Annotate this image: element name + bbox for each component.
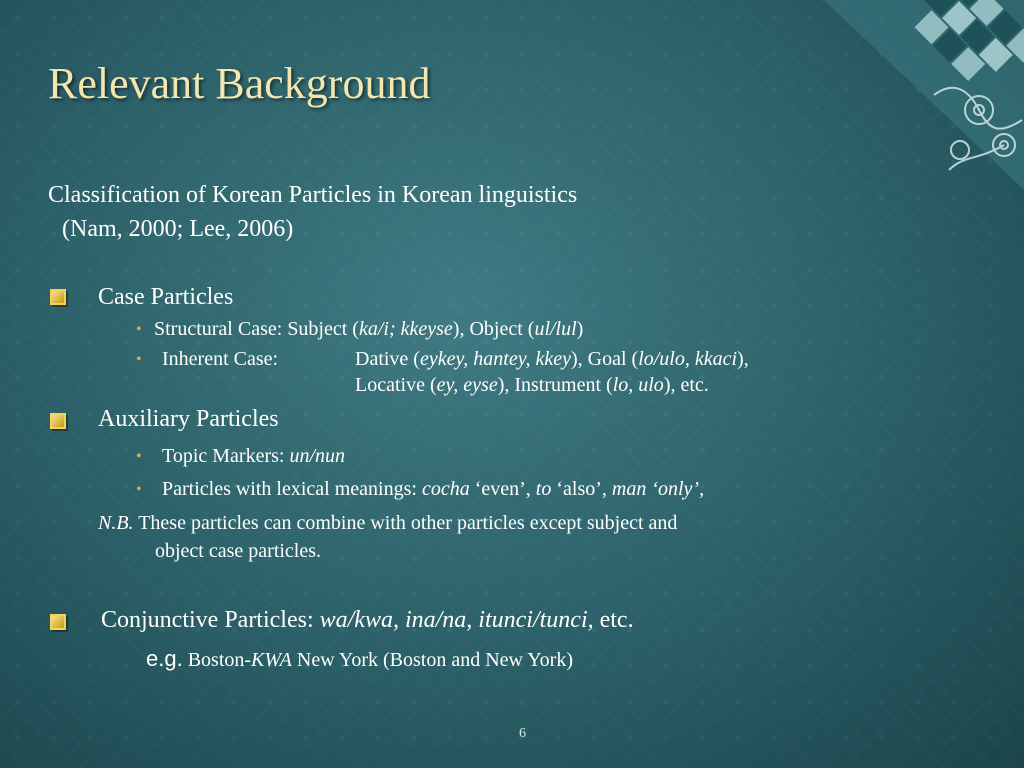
slide-title: Relevant Background — [48, 59, 431, 108]
conjunctive-particles: wa/kwa, ina/na, itunci/tunci, — [319, 607, 594, 633]
structural-case-label: Structural Case: — [154, 318, 283, 340]
nb-text: These particles can combine with other particles except subject and — [133, 512, 678, 534]
lex-to: to — [535, 478, 552, 500]
structural-close: ) — [576, 318, 584, 340]
example-line — [146, 646, 573, 672]
example-rest: New York (Boston and New York) — [291, 649, 573, 671]
bullet-dot-icon: • — [136, 321, 142, 338]
dative-particles: eykey, hantey, kkey — [419, 348, 571, 370]
intro-line-2: (Nam, 2000; Lee, 2006) — [62, 216, 294, 242]
nb-label: N.B. — [98, 512, 134, 534]
subject-particles: ka/i; kkeyse — [358, 318, 453, 340]
lexical-prefix: Particles with lexical meanings: — [162, 478, 422, 500]
inherent-etc: ), etc. — [663, 374, 709, 396]
example-boston: Boston- — [182, 649, 252, 671]
instrument-prefix: ), Instrument ( — [497, 374, 613, 396]
lexical-particles-line — [162, 478, 704, 501]
lex-man-only: man ‘only’ — [611, 478, 700, 500]
example-kwa: KWA — [251, 649, 292, 671]
page-number: 6 — [519, 726, 526, 741]
conjunctive-heading: Conjunctive Particles: — [101, 607, 320, 633]
inherent-case-line-2 — [355, 374, 709, 397]
inherent-case-line-1 — [355, 348, 749, 371]
nb-note-line-1 — [98, 512, 677, 535]
goal-suffix: ), — [737, 348, 749, 370]
instrument-particles: lo, ulo — [612, 374, 664, 396]
auxiliary-particles-heading: Auxiliary Particles — [98, 406, 279, 432]
object-particles: ul/lul — [534, 318, 577, 340]
case-particles-heading: Case Particles — [98, 284, 234, 310]
checkbox-bullet-icon — [50, 614, 66, 630]
bullet-dot-icon: • — [136, 448, 142, 465]
bullet-dot-icon: • — [136, 481, 142, 498]
checkbox-bullet-icon — [50, 413, 66, 429]
goal-particles: lo/ulo, kkaci — [638, 348, 738, 370]
checkbox-bullet-icon — [50, 289, 66, 305]
lex-even: ‘even’, — [469, 478, 536, 500]
locative-particles: ey, eyse — [436, 374, 498, 396]
structural-case-line — [154, 318, 583, 341]
lex-also: ‘also’, — [551, 478, 612, 500]
subject-prefix: Subject ( — [282, 318, 359, 340]
topic-markers-line — [162, 445, 345, 468]
corner-decoration — [764, 0, 1024, 190]
lex-tail: , — [699, 478, 705, 500]
intro-line-1: Classification of Korean Particles in Korean linguistics — [48, 182, 578, 208]
conjunctive-etc: etc. — [593, 607, 634, 633]
topic-particles: un/nun — [289, 445, 346, 467]
dative-prefix: Dative ( — [355, 348, 420, 370]
locative-prefix: Locative ( — [355, 374, 437, 396]
object-prefix: ), Object ( — [452, 318, 535, 340]
lex-cocha: cocha — [421, 478, 470, 500]
topic-prefix: Topic Markers: — [162, 445, 290, 467]
nb-note-line-2: object case particles. — [155, 540, 322, 562]
bullet-dot-icon: • — [136, 351, 142, 368]
conjunctive-particles-line — [101, 607, 634, 634]
goal-prefix: ), Goal ( — [570, 348, 639, 370]
inherent-case-label: Inherent Case: — [162, 348, 279, 370]
example-prefix: e.g. — [146, 646, 183, 671]
